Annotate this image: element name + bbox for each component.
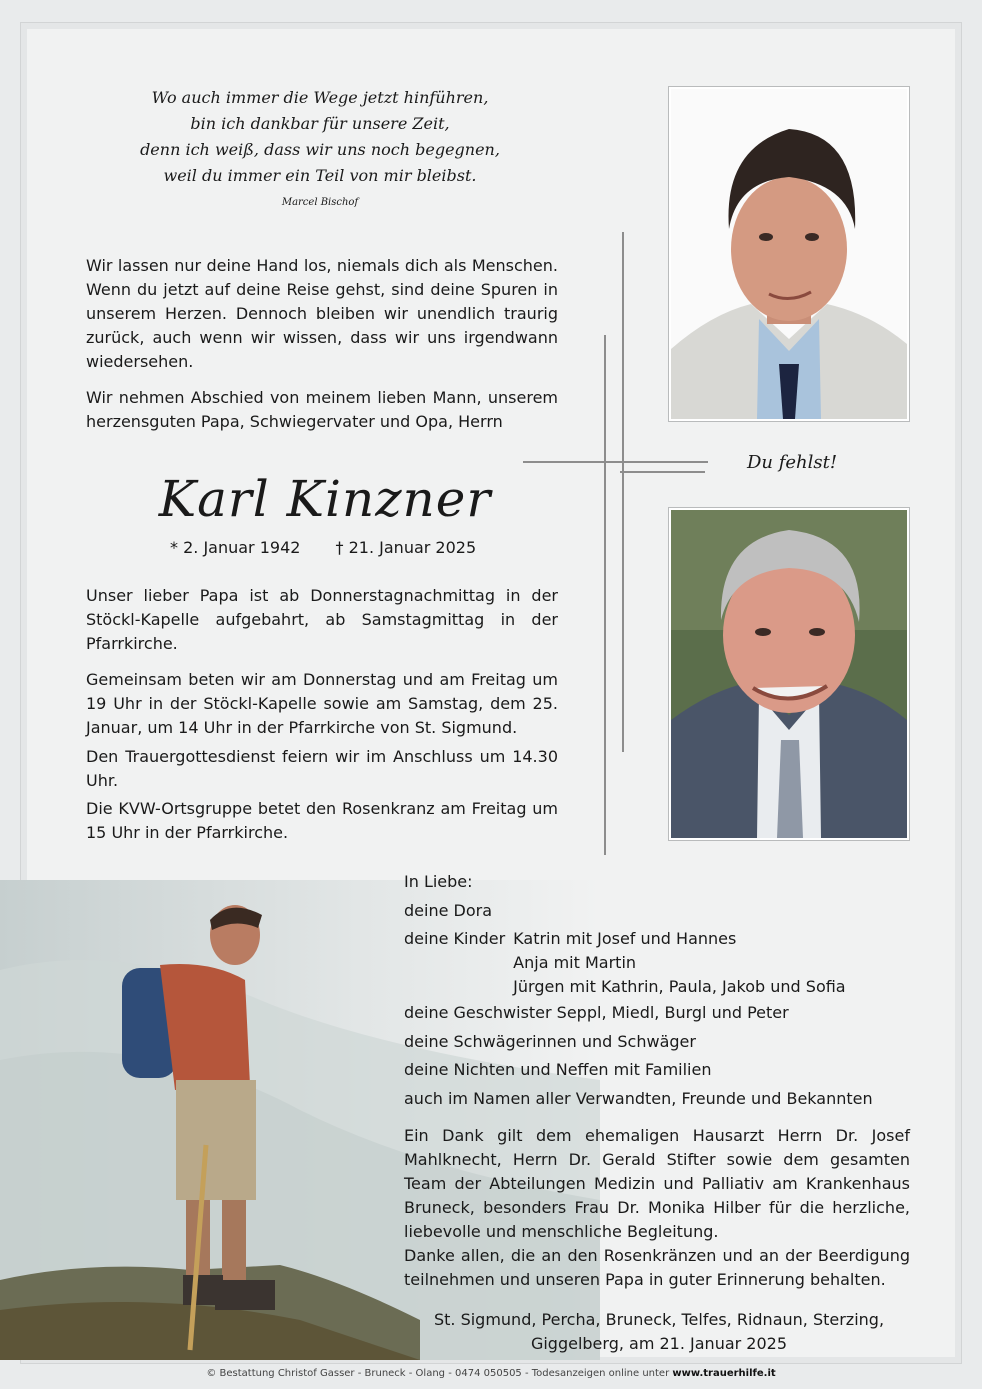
poem-line: bin ich dankbar für unsere Zeit,	[190, 114, 450, 133]
footer-text: © Bestattung Christof Gasser - Bruneck - Olang - 0474 050505 - Todesanzeigen online unter	[206, 1368, 670, 1379]
cross-line	[604, 335, 606, 855]
place-line-2: Giggelberg, am 21. Januar 2025	[530, 1334, 788, 1353]
family-kids	[404, 925, 873, 999]
photo-caption: Du fehlst!	[747, 452, 838, 473]
intro-paragraph-1: Wir lassen nur deine Hand los, niemals dich als Menschen. Wenn du jetzt auf deine Reise gehst, sind deine Spuren in unserem Herzen. Dennoch bleiben wir unendlich traurig zurück, auch wenn wir wissen, dass wir uns irgendwann wiedersehen.	[86, 256, 558, 371]
kid-entry: Anja mit Martin	[513, 953, 637, 972]
cross-line	[622, 232, 624, 752]
thanks	[404, 1124, 910, 1292]
cross-line	[523, 461, 708, 463]
family-others: auch im Namen aller Verwandten, Freunde und Bekannten	[404, 1088, 873, 1108]
cross-line	[620, 471, 705, 473]
portrait-photo-2	[668, 507, 910, 841]
footer	[0, 1368, 982, 1379]
place-line-1: St. Sigmund, Percha, Bruneck, Telfes, Ridnaun, Sterzing,	[433, 1310, 885, 1329]
death-date: † 21. Januar 2025	[335, 538, 477, 557]
kid-entry: Katrin mit Josef und Hannes	[513, 929, 737, 948]
family-nieces: deine Nichten und Neffen mit Familien	[404, 1060, 712, 1079]
details-paragraph-1: Unser lieber Papa ist ab Donnerstagnachmittag in der Stöckl-Kapelle aufgebahrt, ab Samstagmittag in der Pfarrkirche.	[86, 586, 558, 653]
family-siblings: deine Geschwister Seppl, Miedl, Burgl und Peter	[404, 1003, 789, 1022]
footer-link[interactable]: www.trauerhilfe.it	[672, 1368, 776, 1379]
poem-line: denn ich weiß, dass wir uns noch begegnen,	[140, 140, 500, 159]
poem	[120, 85, 520, 189]
family-inlaws: deine Schwägerinnen und Schwäger	[404, 1031, 696, 1051]
details-paragraph-3: Den Trauergottesdienst feiern wir im Anschluss um 14.30 Uhr.	[86, 747, 558, 790]
place-date	[404, 1308, 914, 1356]
birth-date: * 2. Januar 1942	[170, 538, 301, 557]
details-paragraph-2: Gemeinsam beten wir am Donnerstag und am Freitag um 19 Uhr in der Stöckl-Kapelle sowie am Samstag, dem 25. Januar, um 14 Uhr in der Pfarrkirche von St. Sigmund.	[86, 670, 558, 737]
intro-paragraph-2: Wir nehmen Abschied von meinem lieben Mann, unserem herzensguten Papa, Schwiegervater und Opa, Herrn	[86, 388, 558, 431]
deceased-name: Karl Kinzner	[158, 470, 492, 528]
life-dates	[170, 538, 506, 557]
thanks-paragraph-1: Ein Dank gilt dem ehemaligen Hausarzt Herrn Dr. Josef Mahlknecht, Herrn Dr. Gerald Stifter sowie dem gesamten Team der Abteilungen Medizin und Palliativ am Krankenhaus Bruneck, besonders Frau Dr. Monika Hilber für die herzliche, liebevolle und menschliche Begleitung.	[404, 1126, 910, 1241]
poem-line: Wo auch immer die Wege jetzt hinführen,	[151, 88, 489, 107]
thanks-paragraph-2: Danke allen, die an den Rosenkränzen und an der Beerdigung teilnehmen und unseren Papa in guter Erinnerung behalten.	[404, 1246, 910, 1289]
family-kids-label: deine Kinder	[404, 929, 506, 948]
kid-entry: Jürgen mit Kathrin, Paula, Jakob und Sofia	[513, 977, 846, 996]
family-list	[404, 868, 873, 1113]
poem-author: Marcel Bischof	[281, 197, 359, 208]
family-kids-names	[513, 927, 845, 999]
details-paragraph-4: Die KVW-Ortsgruppe betet den Rosenkranz am Freitag um 15 Uhr in der Pfarrkirche.	[86, 799, 558, 842]
portrait-photo-1	[668, 86, 910, 422]
poem-line: weil du immer ein Teil von mir bleibst.	[163, 166, 477, 185]
family-heading: In Liebe:	[404, 872, 473, 891]
family-wife: deine Dora	[404, 900, 493, 920]
